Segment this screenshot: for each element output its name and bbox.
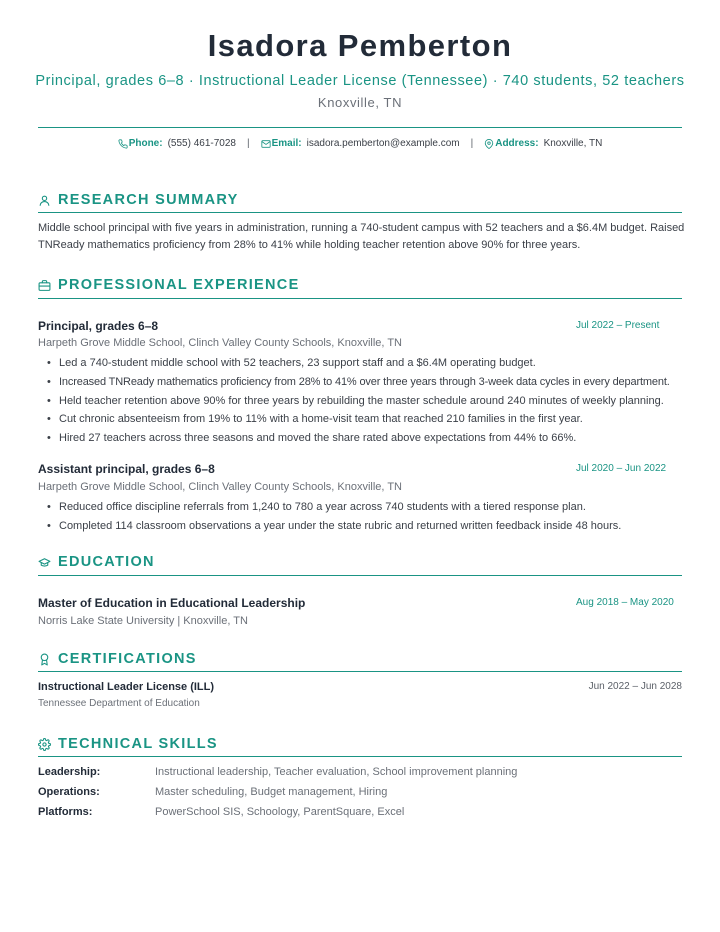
list-item: • Hired 27 teachers across three seasons and moved the share rated above expectations from 44% to 66%. [47,429,687,448]
section-title-experience [38,276,300,294]
section-divider [38,756,682,757]
job-bullets [47,498,687,536]
education-dates: Aug 2018 – May 2020 [576,597,674,608]
job-organization: Harpeth Grove Middle School, Clinch Valley County Schools, Knoxville, TN [38,337,402,349]
certification-issuer: Tennessee Department of Education [38,698,200,709]
envelope-icon [261,139,271,149]
section-title-summary [38,191,239,209]
section-title-summary-text: RESEARCH SUMMARY [58,192,239,208]
job-dates: Jul 2020 – Jun 2022 [576,463,667,474]
job-title: Assistant principal, grades 6–8 [38,462,215,476]
resume-header [0,0,720,111]
person-icon [38,194,51,207]
section-title-education [38,553,155,571]
phone-value[interactable]: (555) 461-7028 [167,138,236,149]
section-title-education-text: EDUCATION [58,554,155,570]
job-organization: Harpeth Grove Middle School, Clinch Valley County Schools, Knoxville, TN [38,481,402,493]
contact-separator: | [470,138,474,149]
award-icon [38,653,51,666]
phone-icon [118,139,128,149]
summary-text: Middle school principal with five years in administration, running a 740-student campus with 52 teachers and a $6.4M budget. Raised TNReady mathematics proficiency from 28% to 41% while holding teacher retention above 90% for three years. [38,222,685,251]
briefcase-icon [38,279,51,292]
skill-value: PowerSchool SIS, Schoology, ParentSquare, Excel [155,806,405,818]
section-divider [38,212,682,213]
degree-title: Master of Education in Educational Leadership [38,596,306,610]
candidate-headline: Principal, grades 6–8 · Instructional Leader License (Tennessee) · 740 students, 52 teachers [35,73,685,89]
list-item: • Increased TNReady mathematics proficiency from 28% to 41% over three years through 3-week data cycles in every department. [47,373,687,392]
school-name: Norris Lake State University | Knoxville, TN [38,615,248,627]
job-dates: Jul 2022 – Present [576,320,660,331]
contact-separator: | [246,138,250,149]
section-title-certifications [38,650,197,668]
phone-label: Phone: [128,138,163,149]
job-bullets [47,354,687,448]
job-title: Principal, grades 6–8 [38,319,159,333]
skill-label: Operations: [38,786,100,798]
list-item: • Led a 740-student middle school with 52 teachers, 23 support staff and a $6.4M operating budget. [47,354,687,373]
map-pin-icon [484,139,494,149]
list-item: • Completed 114 classroom observations a year under the state rubric and returned written feedback inside 48 hours. [47,517,687,536]
skill-label: Leadership: [38,766,101,778]
skill-value: Master scheduling, Budget management, Hiring [155,786,388,798]
candidate-location: Knoxville, TN [317,95,403,110]
skill-value: Instructional leadership, Teacher evaluation, School improvement planning [155,766,518,778]
section-divider [38,575,682,576]
gear-icon [38,738,51,751]
candidate-name: Isadora Pemberton [207,28,513,63]
section-title-experience-text: PROFESSIONAL EXPERIENCE [58,277,300,293]
email-value[interactable]: isadora.pemberton@example.com [306,138,460,149]
contact-bar [0,137,720,151]
section-divider [38,298,682,299]
list-item: • Cut chronic absenteeism from 19% to 11% with a home-visit team that reached 210 families in the first year. [47,410,687,429]
certification-dates: Jun 2022 – Jun 2028 [588,681,682,692]
section-title-certifications-text: CERTIFICATIONS [58,651,197,667]
section-title-skills [38,735,218,753]
list-item: • Reduced office discipline referrals from 1,240 to 780 a year across 740 students with a tiered response plan. [47,498,687,517]
section-divider [38,671,682,672]
list-item: • Held teacher retention above 90% for three years by rebuilding the master schedule around 240 minutes of weekly planning. [47,392,687,411]
address-value: Knoxville, TN [543,138,603,149]
address-label: Address: [495,138,539,149]
skill-label: Platforms: [38,806,93,818]
graduation-cap-icon [38,556,51,569]
email-label: Email: [271,138,302,149]
certification-title: Instructional Leader License (ILL) [38,681,215,693]
header-divider [38,127,682,128]
section-title-skills-text: TECHNICAL SKILLS [58,736,218,752]
